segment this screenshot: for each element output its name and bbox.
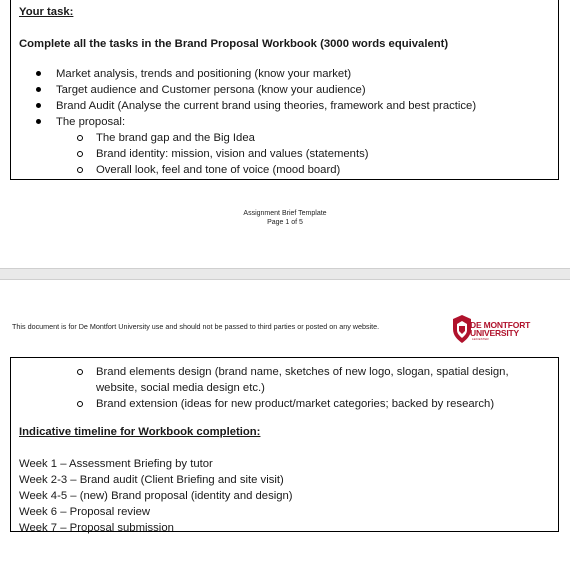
continued-task-box: [10, 357, 559, 532]
hollow-bullet-icon: [77, 401, 83, 407]
list-item: Week 7 – Proposal submission: [19, 522, 174, 534]
proposal-sublist-continued: [11, 364, 536, 412]
list-item: The proposal:: [11, 114, 476, 130]
footer-page-number: Page 1 of 5: [267, 219, 303, 226]
footer-title: Assignment Brief Template: [243, 210, 327, 217]
hollow-bullet-icon: [77, 369, 83, 375]
list-item: Market analysis, trends and positioning (know your market): [11, 66, 476, 82]
list-item: The brand gap and the Big Idea: [11, 130, 476, 146]
logo-wordmark: DE MONTFORT UNIVERSITY: [470, 320, 531, 338]
list-item: Overall look, feel and tone of voice (mood board): [11, 162, 476, 178]
bullet-icon: [36, 119, 41, 124]
proposal-sublist-container: [11, 130, 476, 178]
bullet-icon: [36, 71, 41, 76]
list-item: Week 1 – Assessment Briefing by tutor: [19, 458, 213, 470]
task-bullet-list: [11, 66, 476, 178]
document-page-2: [0, 280, 570, 563]
hollow-bullet-icon: [77, 151, 83, 157]
list-item: Target audience and Customer persona (know your audience): [11, 82, 476, 98]
dmu-shield-icon: [452, 315, 472, 343]
dmu-logo: [452, 315, 542, 343]
task-box: [10, 0, 559, 180]
hollow-bullet-icon: [77, 167, 83, 173]
timeline-list: [19, 456, 293, 536]
list-item: Brand extension (ideas for new product/market categories; backed by research): [11, 396, 536, 412]
task-heading: Your task:: [19, 6, 74, 18]
list-item: Brand Audit (Analyse the current brand using theories, framework and best practice): [11, 98, 476, 114]
timeline-heading: Indicative timeline for Workbook completion:: [19, 426, 261, 438]
list-item: Brand identity: mission, vision and values (statements): [11, 146, 476, 162]
list-item: Week 4-5 – (new) Brand proposal (identity and design): [19, 490, 293, 502]
task-subheading: Complete all the tasks in the Brand Proposal Workbook (3000 words equivalent): [19, 38, 449, 50]
document-page-1: [0, 0, 570, 268]
hollow-bullet-icon: [77, 135, 83, 141]
list-item: Brand elements design (brand name, sketches of new logo, slogan, spatial design, website, social media design etc.): [11, 364, 536, 396]
bullet-icon: [36, 87, 41, 92]
page-footer: [0, 209, 570, 227]
list-item: Week 6 – Proposal review: [19, 506, 151, 518]
logo-subtext: LEICESTER: [472, 337, 489, 341]
list-item: Week 2-3 – Brand audit (Client Briefing and site visit): [19, 474, 284, 486]
page-separator: [0, 268, 570, 280]
proposal-sublist: [11, 130, 476, 178]
header-disclaimer: This document is for De Montfort University use and should not be passed to third parties or posted on any website.: [12, 322, 380, 331]
bullet-icon: [36, 103, 41, 108]
